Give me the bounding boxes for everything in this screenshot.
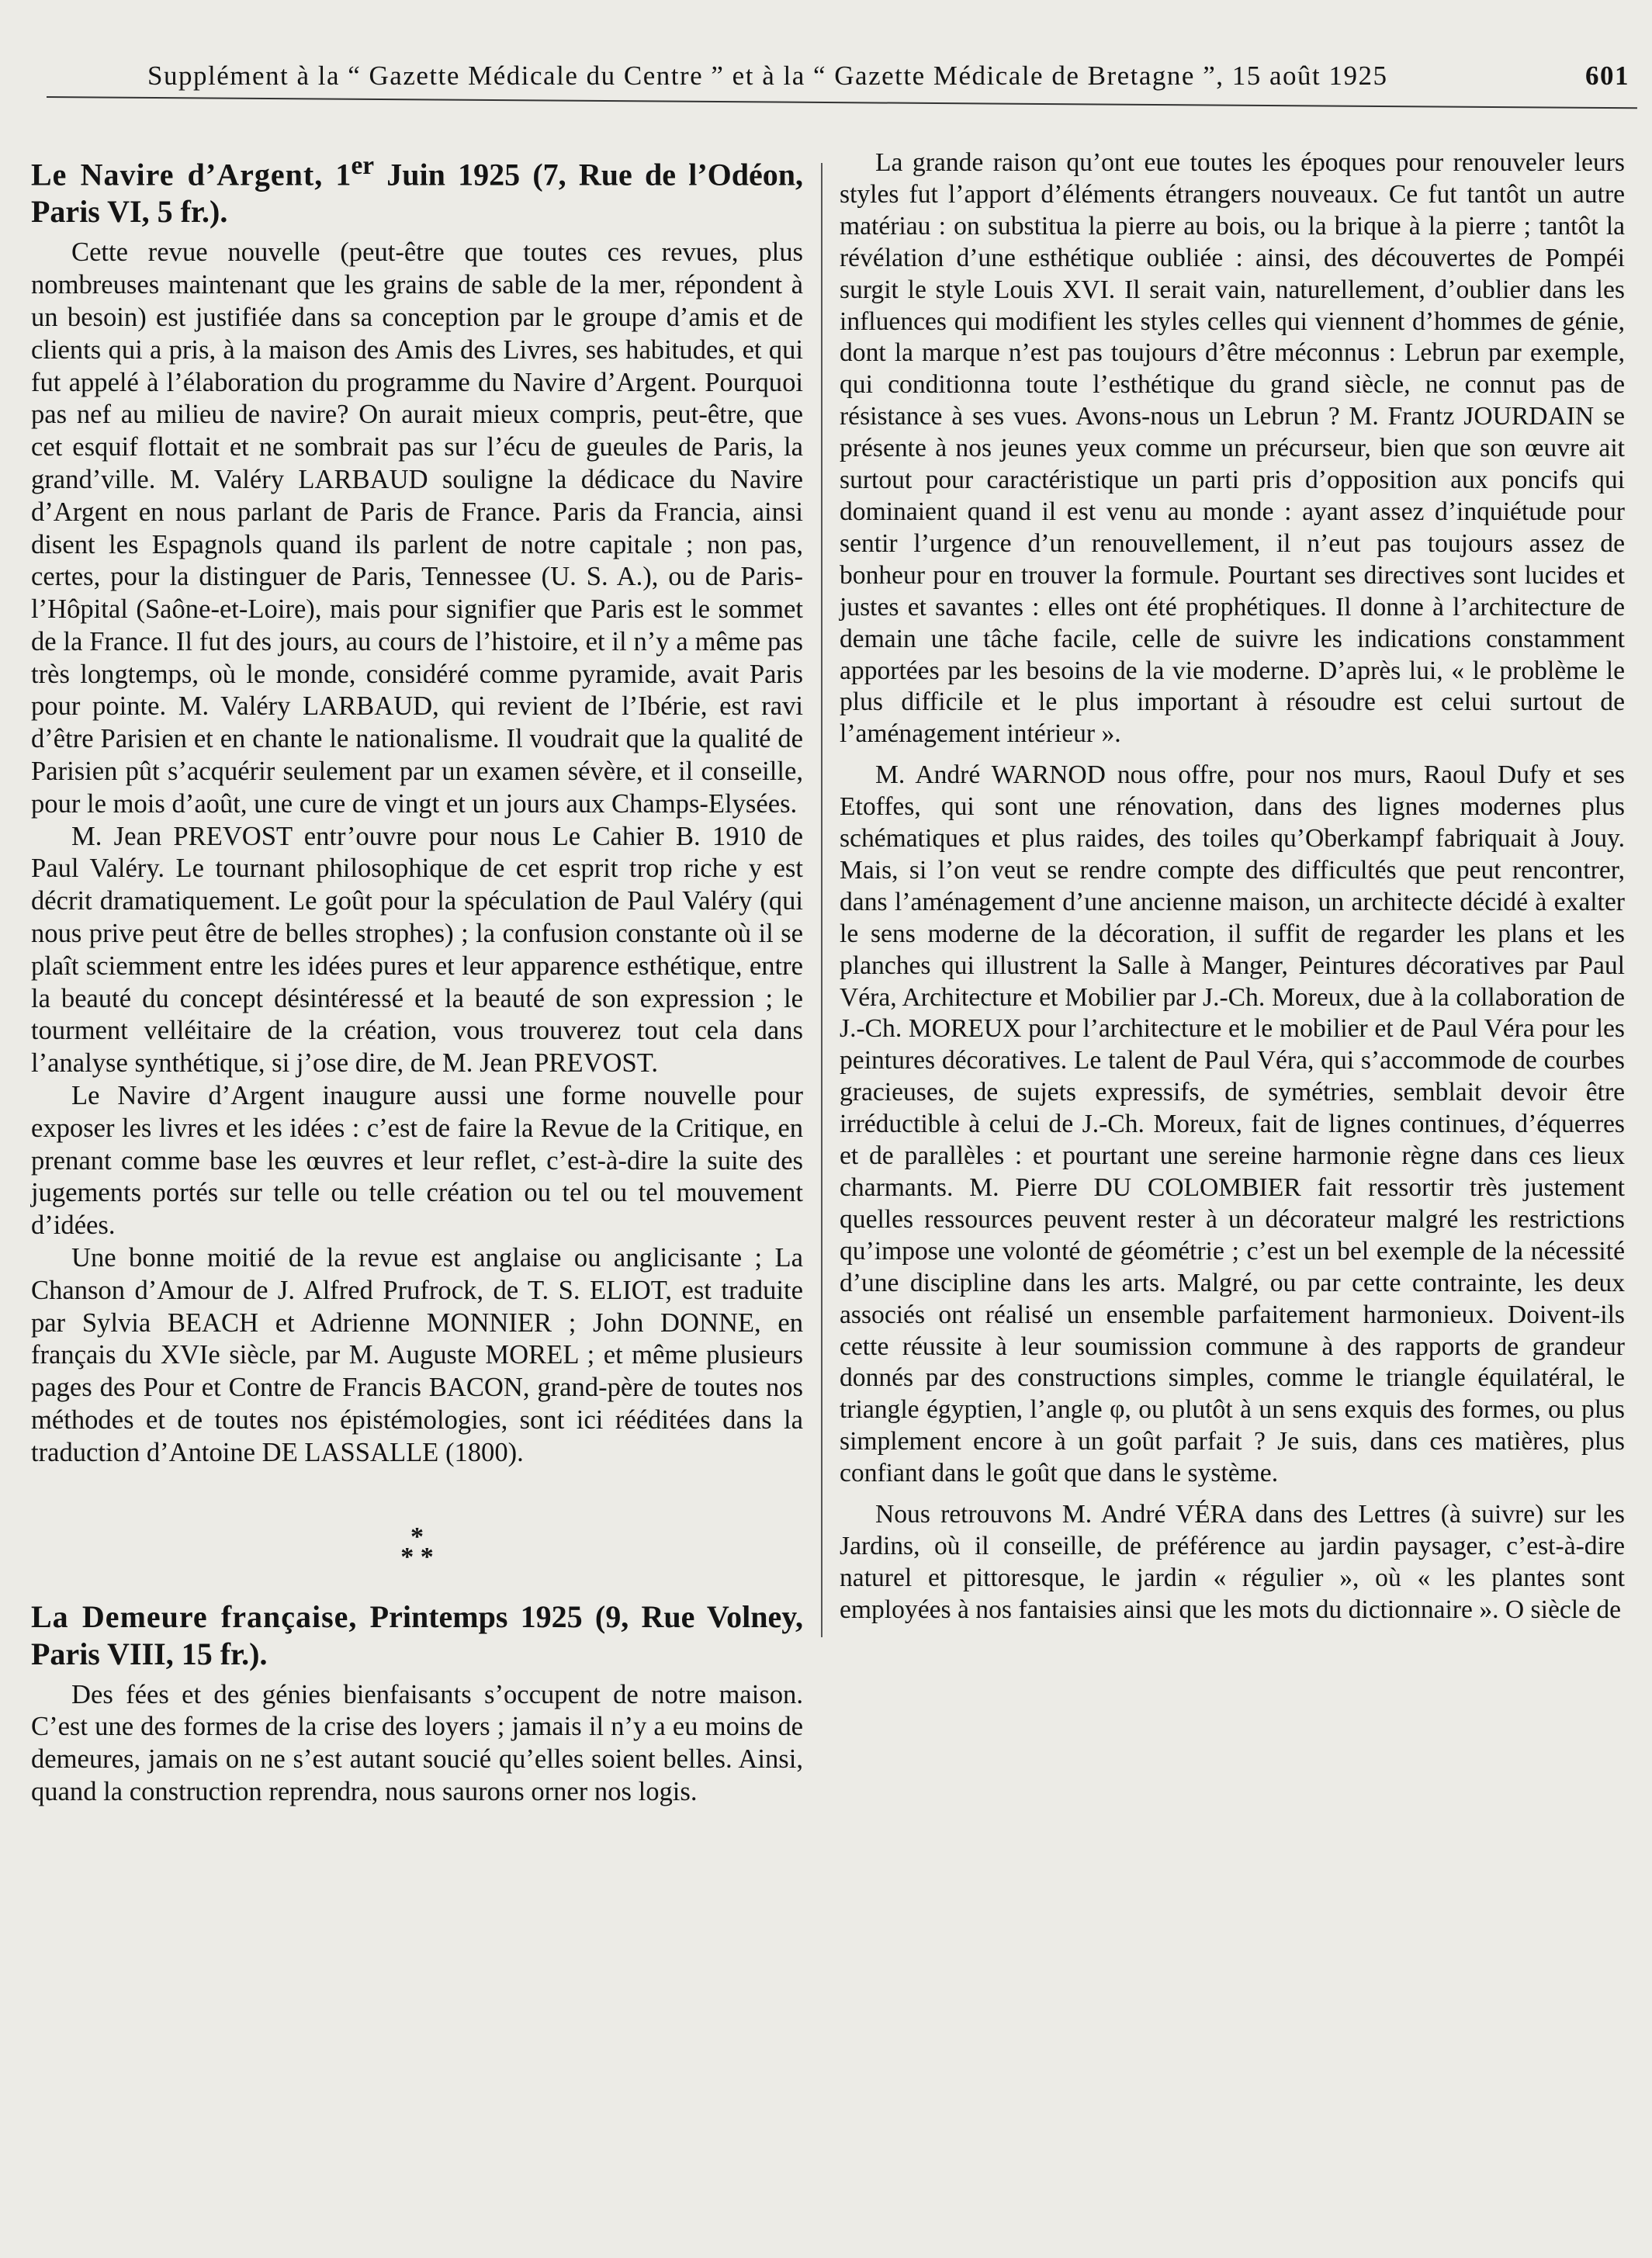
running-title: Supplément à la “ Gazette Médicale du Centre ” et à la “ Gazette Médicale de Bretagne ”, 15 août 1925 — [147, 61, 1388, 91]
review-date-prefix: 1 — [323, 157, 352, 192]
review-title: La Demeure française, — [31, 1598, 358, 1634]
header-rule — [47, 96, 1637, 109]
paragraph: Des fées et des génies bienfaisants s’occupent de notre maison. C’est une des formes de la crise des loyers ; jamais il n’y a eu moins de demeures, jamais on ne s’est autant soucié qu’elles soient belles. Ainsi, quand la construction reprendra, nous saurons orner nos logis. — [31, 1679, 803, 1806]
section-separator: * * * — [400, 1522, 434, 1571]
review-meta: Printemps 1925 (9, Rue Volney, Paris VIII, 15 fr.). — [31, 1598, 803, 1671]
page-number: 601 — [1585, 61, 1629, 91]
paragraph: Nous retrouvons M. André VÉRA dans des Lettres (à suivre) sur les Jardins, où il conseille, de préférence au jardin paysager, c’est-à-dire naturel et pittoresque, le jardin « régulier », où « les plantes sont employées à nos fantaisies ainsi que les mots du dictionnaire ». O siècle de — [840, 1500, 1625, 1624]
review-heading — [31, 147, 803, 230]
paragraph: La grande raison qu’ont eue toutes les époques pour renouveler leurs styles fut l’apport d’éléments étrangers nouveaux. Ce fut tantôt un autre matériau : on substitua la pierre au bois, ou la brique à la pierre ; tantôt la révélation d’une esthétique oubliée : ainsi, des découvertes de Pompéi surgit le style Louis XVI. Il serait vain, naturellement, d’oublier dans les influences qui modifient les styles celles qui viennent d’hommes de génie, dont la marque n’est pas toujours d’être méconnus : Lebrun par exemple, qui conditionna toute l’esthétique du grand siècle, ne connut pas de résistance à ses vues. Avons-nous un Lebrun ? M. Frantz JOURDAIN se présente à nos jeunes yeux comme un précurseur, bien que son œuvre ait surtout pour caractéristique un parti pris d’opposition aux poncifs qui dominaient quand il est venu au monde : ayant assez d’inquiétude pour sentir l’urgence d’un renouvellement, il n’eut pas toujours assez de bonheur pour en trouver la formule. Pourtant ses directives sont lucides et justes et savantes : elles ont été prophétiques. Il donne à l’architecture de demain une tâche facile, celle de suivre les indications constamment apportées par les besoins de la vie moderne. D’après lui, « le problème le plus difficile et le plus important à résoudre est celui surtout de l’aménagement intérieur ». — [840, 148, 1625, 749]
paragraph: Une bonne moitié de la revue est anglaise ou anglicisante ; La Chanson d’Amour de J. Alfred Prufrock, de T. S. ELIOT, est traduite par Sylvia BEACH et Adrienne MONNIER ; John DONNE, en français du XVIe siècle, par M. Auguste MOREL ; et même plusieurs pages des Pour et Contre de Francis BACON, grand-père de toutes nos méthodes et de toutes nos épistémologies, sont ici rééditées dans la traduction d’Antoine DE LASSALLE (1800). — [31, 1243, 803, 1467]
column-divider — [821, 163, 823, 1637]
paragraph: Cette revue nouvelle (peut-être que toutes ces revues, plus nombreuses maintenant que les grains de sable de la mer, répondent à un besoin) est justifiée dans sa conception par le groupe d’amis et de clients qui a pris, à la maison des Amis des Livres, ses habitudes, et qui fut appelé à l’élaboration du programme du Navire d’Argent. Pourquoi pas nef au milieu de navire? On aurait mieux compris, peut-être, que cet esquif flottait et ne sombrait pas sur l’écu de gueules de Paris, la grand’ville. M. Valéry LARBAUD souligne la dédicace du Navire d’Argent en nous parlant de Paris de France. Paris da Francia, ainsi disent les Espagnols quand ils parlent de notre capitale ; non pas, certes, pour la distinguer de Paris, Tennessee (U. S. A.), ou de Paris-l’Hôpital (Saône-et-Loire), mais pour signifier que Paris est le sommet de la France. Il fut des jours, au cours de l’histoire, et il n’y a même pas très longtemps, où le monde, considéré comme pyramide, avait Paris pour pointe. M. Valéry LARBAUD, qui revient de l’Ibérie, est ravi d’être Parisien et en chante le nationalisme. Il voudrait que la qualité de Parisien pût s’acquérir seulement par un examen sévère, et il conseille, pour le mois d’août, une cure de vingt et un jours aux Champs-Elysées. — [31, 237, 803, 819]
review-title: Le Navire d’Argent, — [31, 157, 324, 192]
paragraph: Le Navire d’Argent inaugure aussi une forme nouvelle pour exposer les livres et les idées : c’est de faire la Revue de la Critique, en prenant comme base les œuvres et leur reflet, c’est-à-dire la suite des jugements portés sur telle ou telle création ou tel ou tel mouvement d’idées. — [31, 1081, 803, 1241]
review-date-superscript: er — [351, 151, 375, 180]
review-meta: Juin 1925 (7, Rue de l’Odéon, Paris VI, 5 fr.). — [31, 157, 804, 230]
right-column — [840, 147, 1625, 1626]
paragraph: M. André WARNOD nous offre, pour nos murs, Raoul Dufy et ses Etoffes, qui sont une rénovation, dans des lignes modernes plus schématiques et plus raides, des toiles qu’Oberkampf fabriquait à Jouy. Mais, si l’on veut se rendre compte des difficultés que peut rencontrer, dans l’aménagement d’une ancienne maison, un architecte décidé à exalter le sens moderne de la décoration, il suffit de regarder les plans et les planches qui illustrent la Salle à Manger, Peintures décoratives par Paul Véra, Architecture et Mobilier par J.-Ch. Moreux, due à la collaboration de J.-Ch. MOREUX pour l’architecture et le mobilier et de Paul Véra pour les peintures décoratives. Le talent de Paul Véra, qui s’accommode de courbes gracieuses, de sujets expressifs, de symétries, semblait devoir être irréductible à celui de J.-Ch. Moreux, fait de lignes continues, d’équerres et de parallèles : et pourtant une sereine harmonie règne dans ces lieux charmants. M. Pierre DU COLOMBIER fait ressortir très justement quelles ressources peuvent rester à un décorateur malgré les restrictions qu’impose une volonté de géométrie ; c’est un bel exemple de la nécessité d’une discipline dans les arts. Malgré, ou par cette contrainte, les deux associés ont réalisé un ensemble parfaitement harmonieux. Doivent-ils cette réussite à leur soumission commune à des rapports de grandeur donnés par des constructions simples, comme le triangle équilatéral, le triangle égyptien, l’angle φ, ou plutôt à un sens exquis des formes, ou plus simplement encore à un goût parfait ? Je suis, dans ces matières, plus confiant dans le goût que dans le système. — [840, 760, 1625, 1488]
paragraph: M. Jean PREVOST entr’ouvre pour nous Le Cahier B. 1910 de Paul Valéry. Le tournant philosophique de cet esprit trop riche y est décrit dramatiquement. Le goût pour la spéculation de Paul Valéry (qui nous prive peut être de belles strophes) ; la confusion constante où il se plaît sciemment entre les idées pures et leur apparence esthétique, entre la beauté du concept désintéressé et la beauté de son expression ; le tourment velléitaire de la création, vous trouverez tout cela dans l’analyse synthétique, si j’ose dire, de M. Jean PREVOST. — [31, 821, 803, 1079]
running-header — [62, 54, 1629, 98]
review-heading — [31, 1598, 803, 1673]
left-column — [31, 147, 803, 1809]
